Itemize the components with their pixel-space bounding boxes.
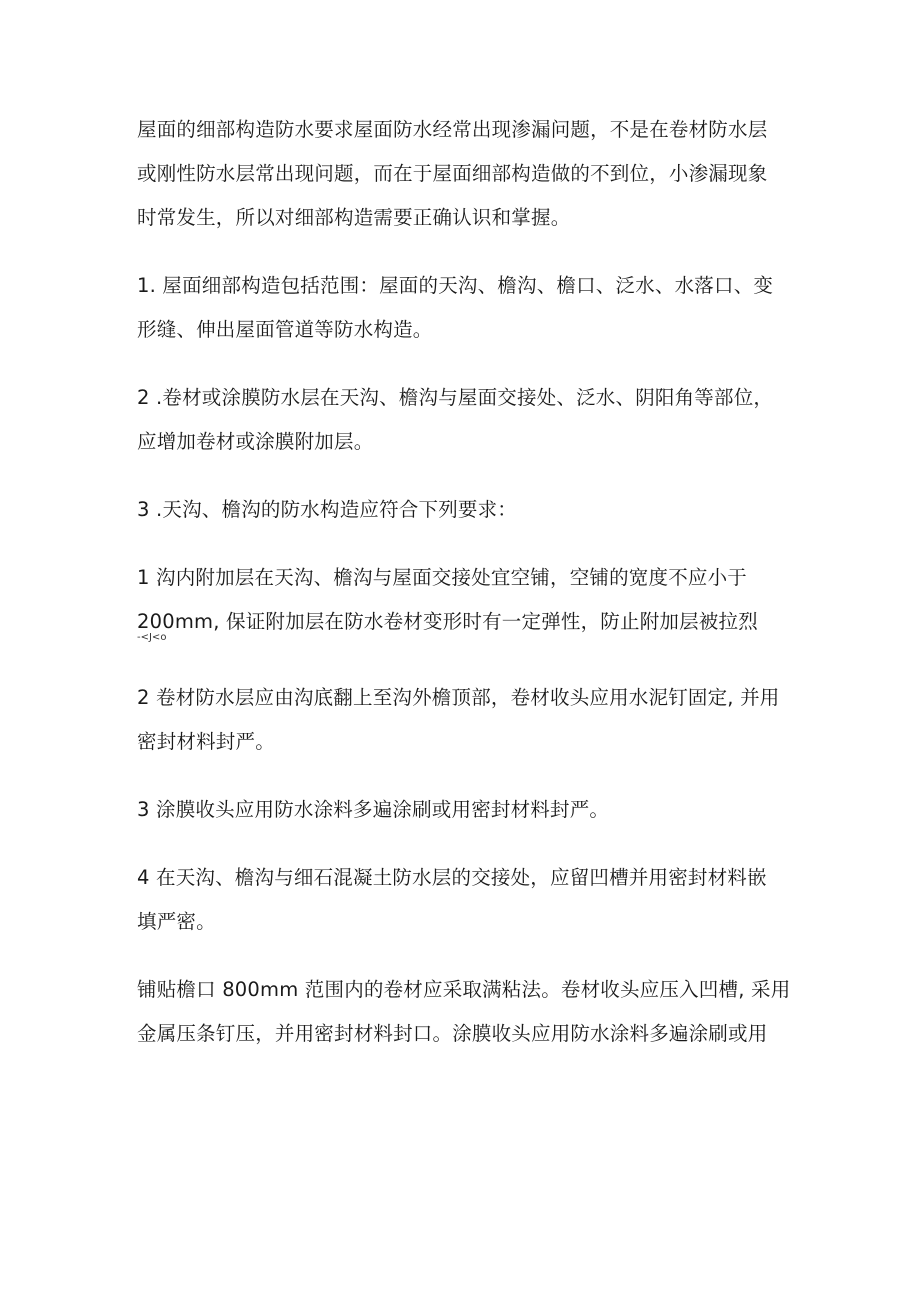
text-line: 3 涂膜收头应用防水涂料多遍涂刷或用密封材料封严。 xyxy=(137,798,610,821)
text-line: 4 在天沟、檐沟与细石混凝土防水层的交接处，应留凹槽并用密封材料嵌 xyxy=(137,866,767,889)
paragraph-sub-4 xyxy=(137,856,797,944)
paragraph-item-3 xyxy=(137,488,797,532)
text-line: 形缝、伸出屋面管道等防水构造。 xyxy=(137,318,433,341)
paragraph-item-1 xyxy=(137,264,797,352)
text-line: 1. 屋面细部构造包括范围：屋面的天沟、檐沟、檐口、泛水、水落口、变 xyxy=(137,274,774,297)
text-line: 2 .卷材或涂膜防水层在天沟、檐沟与屋面交接处、泛水、阴阳角等部位， xyxy=(137,386,774,409)
text-line: 或刚性防水层常出现问题，而在于屋面细部构造做的不到位，小渗漏现象 xyxy=(137,162,768,185)
text-line: 应增加卷材或涂膜附加层。 xyxy=(137,430,374,453)
text-line: 屋面的细部构造防水要求屋面防水经常出现渗漏问题，不是在卷材防水层 xyxy=(137,118,768,141)
paragraph-intro xyxy=(137,108,797,240)
text-line: 1 沟内附加层在天沟、檐沟与屋面交接处宜空铺，空铺的宽度不应小于 xyxy=(137,566,748,589)
paragraph-sub-3 xyxy=(137,788,797,832)
text-line: 密封材料封严。 xyxy=(137,730,275,753)
text-line: 时常发生，所以对细部构造需要正确认识和掌握。 xyxy=(137,206,571,229)
text-line: 铺贴檐口 800mm 范围内的卷材应采取满粘法。卷材收头应压入凹槽, 采用 xyxy=(137,978,791,1001)
paragraph-sub-1 xyxy=(137,556,797,644)
text-line: 3 .天沟、檐沟的防水构造应符合下列要求： xyxy=(137,498,518,521)
ocr-artifact-mark: -<J<o xyxy=(137,632,167,643)
text-line: 200mm, 保证附加层在防水卷材变形时有一定弹性，防止附加层被拉烈 xyxy=(137,610,758,633)
paragraph-item-2 xyxy=(137,376,797,464)
text-line: 填严密。 xyxy=(137,910,216,933)
text-line: 金属压条钉压，并用密封材料封口。涂膜收头应用防水涂料多遍涂刷或用 xyxy=(137,1022,768,1045)
paragraph-sub-2 xyxy=(137,676,797,764)
document-body xyxy=(137,108,797,1056)
paragraph-eaves xyxy=(137,968,797,1056)
text-line: 2 卷材防水层应由沟底翻上至沟外檐顶部，卷材收头应用水泥钉固定, 并用 xyxy=(137,686,780,709)
